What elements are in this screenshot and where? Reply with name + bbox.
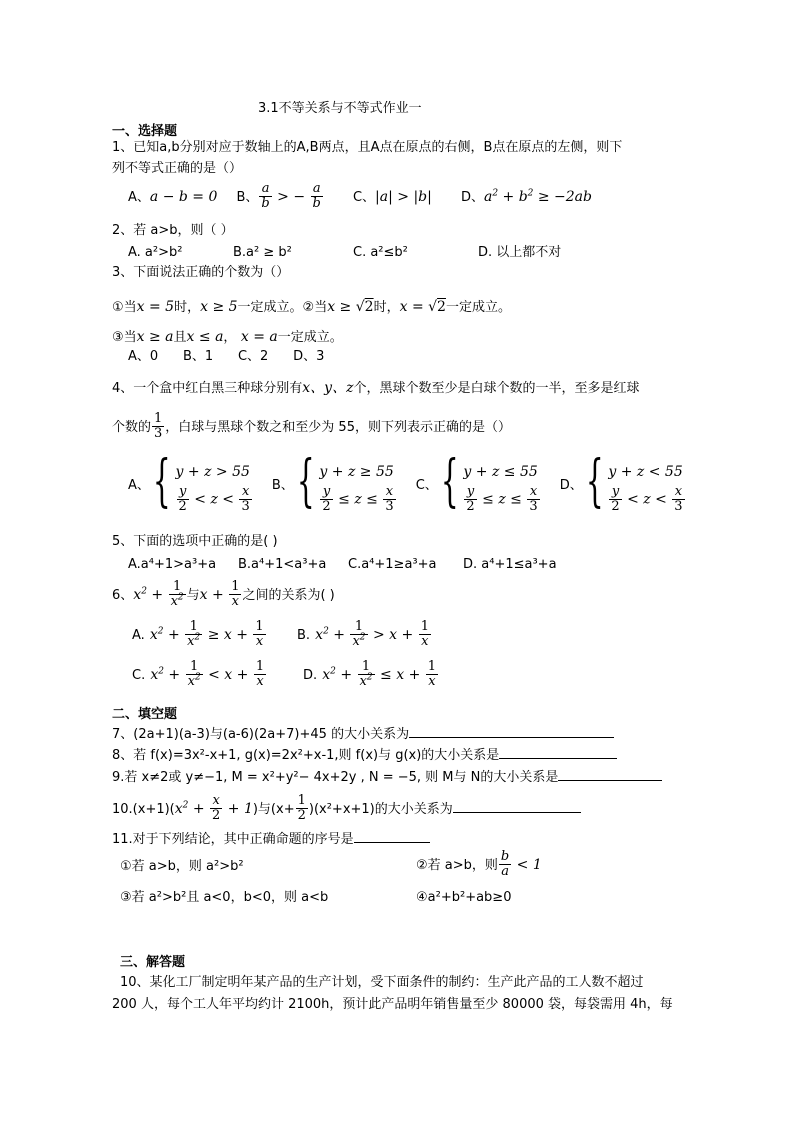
q4-options (128, 449, 686, 514)
fraction: $\frac{1}{x}$ (255, 659, 265, 689)
fraction: $\frac{1}{3}$ (154, 411, 163, 441)
q3-text: 一定成立。 (445, 300, 511, 315)
q3-options: A、0 B、1 C、2 D、3 (128, 349, 325, 364)
fraction: $\frac{1}{x}$ (255, 619, 264, 649)
brace: { (585, 449, 604, 514)
math: < 1 (512, 857, 542, 873)
math: $x^2$ + (315, 626, 350, 643)
math: $x^2$ + (149, 626, 185, 643)
q4-option-a-system: y + z > 55 $\frac{y}{2}$ < z < $\frac{x}{3}$ (175, 463, 250, 514)
q2-stem: 2、若 a>b，则（ ） (112, 223, 234, 238)
math: + 1 (223, 801, 253, 817)
q11-text: 11.对于下列结论，其中正确命题的序号是 (112, 832, 354, 847)
fraction: $\frac{1}{2}$ (297, 793, 306, 823)
q6-text: 之间的关系为( ) (242, 588, 335, 603)
q3-text: 且 (173, 330, 187, 345)
q11-conclusion-4: ④a²+b²+ab≥0 (416, 890, 512, 905)
math: $x^2$ + (174, 800, 210, 817)
q8-answer-blank[interactable] (499, 744, 617, 759)
q8-line (112, 744, 617, 765)
page-title: 3.1不等关系与不等式作业一 (258, 101, 422, 116)
q4-text: 个数的 (112, 420, 152, 435)
q1-option-d-label: D、 (460, 190, 484, 205)
q3-stem: 3、下面说法正确的个数为（） (112, 265, 290, 280)
fraction: $\frac{1}{x^2}$ (352, 619, 366, 649)
math: x = 5 (136, 299, 175, 315)
math: > x + (368, 627, 418, 643)
q3-text: ， (223, 330, 237, 345)
q4-option-a-label: A、 (128, 478, 150, 493)
q4-option-d-label: D、 (559, 478, 583, 493)
math: x + (199, 587, 229, 603)
q10-answer-blank[interactable] (453, 798, 581, 813)
q7-line (112, 723, 614, 744)
math: $x^2$ + (133, 586, 168, 603)
math: x ≥ 5 (200, 299, 238, 315)
q7-answer-blank[interactable] (409, 723, 614, 738)
q11-conclusion-1: ①若 a>b，则 a²>b² (120, 859, 244, 874)
fraction: $\frac{1}{x^2}$ (187, 659, 201, 689)
q5-option-a: A.a⁴+1>a³+a (128, 557, 217, 572)
q10-line (112, 794, 581, 823)
q2-option-a: A. a²>b² (128, 245, 183, 260)
math: x ≥ a (136, 329, 174, 345)
section-heading-choice: 一、选择题 (112, 124, 178, 139)
q2-option-c: C. a²≤b² (353, 245, 408, 260)
q4-stem-line1 (112, 377, 639, 398)
q6-text: 6、 (112, 588, 134, 603)
q6-option-d-label: D. (303, 668, 318, 683)
section-heading-solve: 三、解答题 (120, 955, 186, 970)
q6-option-b (297, 620, 432, 649)
q4-option-b-system: y + z ≥ 55 $\frac{y}{2}$ ≤ z ≤ $\frac{x}{3}$ (319, 463, 394, 514)
math: $x^2$ + (322, 666, 357, 683)
q3-text: 一定成立。 (277, 330, 343, 345)
q9-text: 9.若 x≠2或 y≠−1, M = x²+y²− 4x+2y , N = −5, 则 M与 N的大小关系是 (112, 770, 559, 785)
q9-answer-blank[interactable] (558, 766, 662, 781)
q11-conclusion-2 (416, 850, 542, 879)
fraction: $\frac{x}{2}$ (212, 793, 221, 823)
brace: { (152, 449, 171, 514)
problem-line1: 10、某化工厂制定明年某产品的生产计划，受下面条件的制约：生产此产品的工人数不超过 (120, 975, 644, 990)
section-heading-fill: 二、填空题 (112, 707, 178, 722)
q4-option-b-label: B、 (271, 478, 294, 493)
q2-option-b: B.a² ≥ b² (233, 245, 292, 260)
q3-text: 一定成立。②当 (237, 300, 328, 315)
math: x = a (236, 329, 278, 345)
fraction: $\frac{1}{x^2}$ (170, 579, 184, 609)
q11-conclusion-3: ③若 a²>b²且 a<0，b<0，则 a<b (120, 890, 329, 905)
math: x ≤ a (186, 329, 224, 345)
q4-stem-line2 (112, 412, 511, 441)
q3-statement-1 (112, 296, 511, 317)
q11-line (112, 828, 430, 849)
q1-option-b-label: B、 (236, 190, 259, 205)
q4-option-d-system: y + z < 55 $\frac{y}{2}$ < z < $\frac{x}{3}$ (608, 463, 683, 514)
math-op: > − (272, 189, 310, 205)
math: ≥ x + (203, 627, 253, 643)
fraction: $\frac{1}{x}$ (420, 619, 429, 649)
q3-text: ③当 (112, 330, 137, 345)
math: x、y、z (302, 380, 354, 396)
q1-options (128, 182, 592, 211)
math: $x^2$ + (150, 666, 185, 683)
q6-option-a-label: A. (132, 628, 145, 643)
fraction: $\frac{1}{x}$ (231, 579, 240, 609)
q4-text: 4、一个盒中红白黑三种球分别有 (112, 381, 303, 396)
math: < x + (203, 667, 253, 683)
q1-option-d-math: $a^2 + b^2 \ge -2ab$ (483, 188, 592, 205)
q1-option-a-math: a − b = 0 (149, 189, 218, 205)
math: x = √2 (399, 299, 446, 315)
q4-text: 个，黑球个数至少是白球个数的一半，至多是红球 (353, 381, 640, 396)
q6-text: 与 (186, 588, 200, 603)
q4-text: ，白球与黑球个数之和至少为 55，则下列表示正确的是（） (165, 420, 511, 435)
fraction: $\frac{b}{a}$ (500, 849, 510, 879)
brace: { (440, 449, 459, 514)
q1-option-a-label: A、 (128, 190, 150, 205)
q5-option-b: B.a⁴+1<a³+a (238, 557, 327, 572)
q10-text: )(x²+x+1)的大小关系为 (308, 802, 453, 817)
q6-option-a (132, 620, 267, 649)
q3-text: ①当 (112, 300, 137, 315)
q7-text: 7、(2a+1)(a-3)与(a-6)(2a+7)+45 的大小关系为 (112, 727, 410, 742)
math: x ≥ √2 (327, 299, 374, 315)
fraction: $\frac{a}{b}$ (261, 181, 270, 211)
q5-stem: 5、下面的选项中正确的是( ) (112, 534, 278, 549)
q5-option-c: C.a⁴+1≥a³+a (348, 557, 437, 572)
q3-text: 时， (373, 300, 400, 315)
q3-statement-3 (112, 326, 343, 347)
q11-answer-blank[interactable] (354, 828, 430, 843)
q6-option-b-label: B. (297, 628, 311, 643)
q6-option-d (303, 660, 439, 689)
fraction: $\frac{1}{x}$ (427, 659, 437, 689)
q1-option-c-label: C、 (352, 190, 376, 205)
q1-stem-line1: 1、已知a,b分别对应于数轴上的A,B两点，且A点在原点的右侧，B点在原点的左侧，则下 (112, 140, 623, 155)
problem-line2: 200 人，每个工人年平均约计 2100h，预计此产品明年销售量至少 80000 袋，每袋需用 4h，每 (112, 997, 673, 1012)
q11-text: ②若 a>b，则 (416, 858, 498, 873)
fraction: $\frac{a}{b}$ (312, 181, 321, 211)
q5-option-d: D. a⁴+1≤a³+a (463, 557, 557, 572)
fraction: $\frac{1}{x^2}$ (187, 619, 201, 649)
q10-text: )与(x+ (252, 802, 295, 817)
q6-option-c (132, 660, 267, 689)
q6-option-c-label: C. (132, 668, 146, 683)
q10-text: 10.(x+1)( (112, 802, 175, 817)
q1-option-c-math: |a| > |b| (375, 189, 432, 205)
q2-option-d: D. 以上都不对 (478, 245, 562, 260)
math: ≤ x + (375, 667, 425, 683)
q9-line (112, 766, 662, 787)
brace: { (296, 449, 315, 514)
q4-option-c-system: y + z ≤ 55 $\frac{y}{2}$ ≤ z ≤ $\frac{x}{3}$ (463, 463, 538, 514)
q1-stem-line2: 列不等式正确的是（） (112, 161, 243, 176)
q3-text: 时， (174, 300, 201, 315)
fraction: $\frac{1}{x^2}$ (359, 659, 373, 689)
q6-stem (112, 580, 335, 609)
q8-text: 8、若 f(x)=3x²-x+1, g(x)=2x²+x-1,则 f(x)与 g(x)的大小关系是 (112, 748, 500, 763)
q4-option-c-label: C、 (415, 478, 438, 493)
